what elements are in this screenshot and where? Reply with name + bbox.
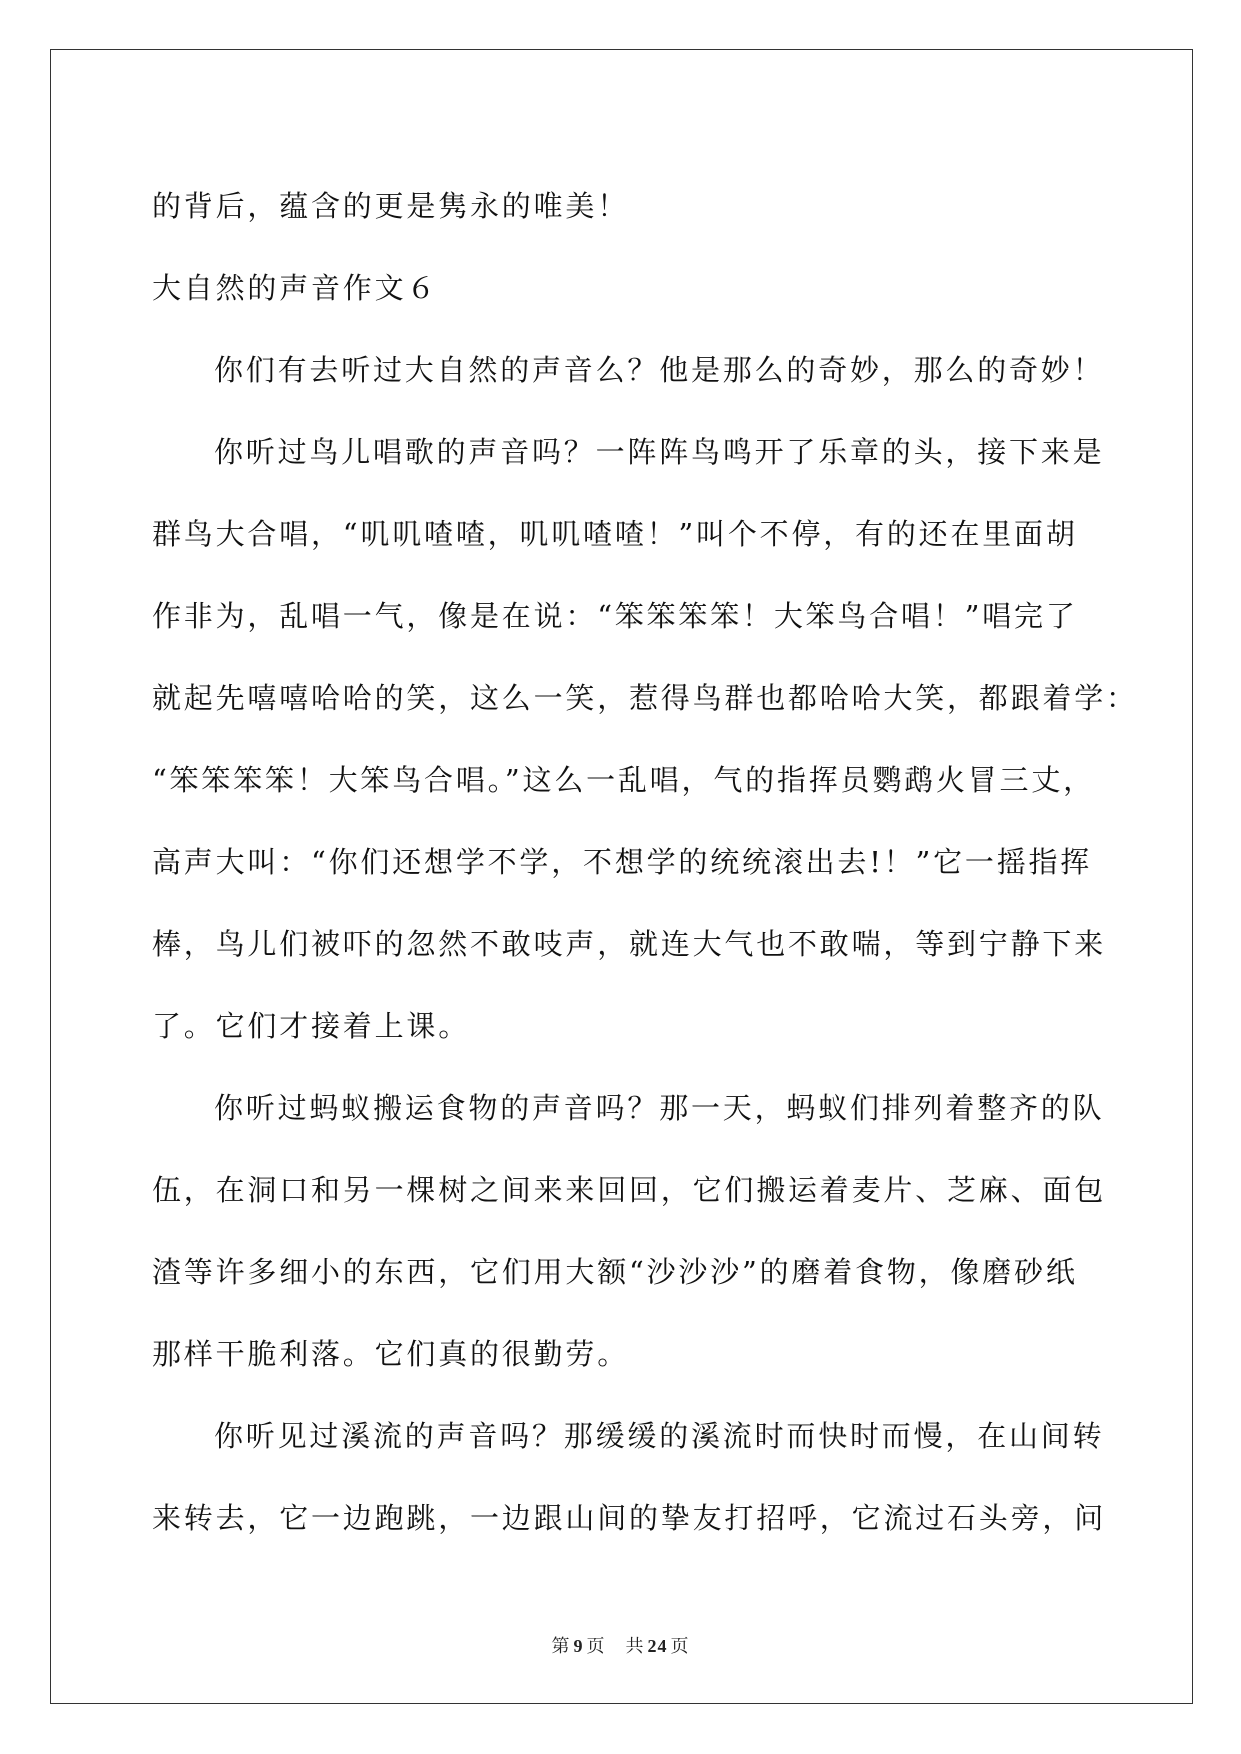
document-body <box>152 165 1138 1559</box>
text-line: 伍，在洞口和另一棵树之间来来回回，它们搬运着麦片、芝麻、面包 <box>152 1173 1107 1207</box>
paragraph-line: 你们有去听过大自然的声音么？他是那么的奇妙，那么的奇妙！ <box>214 353 1105 387</box>
text-line: “笨笨笨笨！大笨鸟合唱。”这么一乱唱，气的指挥员鹦鹉火冒三丈， <box>152 763 1095 797</box>
total-pages: 24 <box>647 1636 668 1656</box>
page-suffix: 页 <box>586 1636 606 1657</box>
text-line: 棒，鸟儿们被吓的忽然不敢吱声，就连大气也不敢喘，等到宁静下来 <box>152 927 1107 961</box>
total-prefix: 共 <box>625 1636 645 1657</box>
total-suffix: 页 <box>670 1636 690 1657</box>
text-line: 就起先嘻嘻哈哈的笑，这么一笑，惹得鸟群也都哈哈大笑，都跟着学： <box>152 681 1138 715</box>
paragraph-line: 你听过蚂蚁搬运食物的声音吗？那一天，蚂蚁们排列着整齐的队 <box>214 1091 1105 1125</box>
section-title: 大自然的声音作文６ <box>152 271 439 305</box>
text-line: 群鸟大合唱，“叽叽喳喳，叽叽喳喳！”叫个不停，有的还在里面胡 <box>152 517 1078 551</box>
text-line: 的背后，蕴含的更是隽永的唯美！ <box>152 189 630 223</box>
text-line: 高声大叫：“你们还想学不学，不想学的统统滚出去!！”它一摇指挥 <box>152 845 1093 879</box>
text-line: 了。它们才接着上课。 <box>152 1009 471 1043</box>
page-footer <box>0 1632 1241 1658</box>
page-number: 9 <box>573 1636 584 1656</box>
text-line: 作非为，乱唱一气，像是在说：“笨笨笨笨！大笨鸟合唱！”唱完了 <box>152 599 1078 633</box>
text-line: 渣等许多细小的东西，它们用大额“沙沙沙”的磨着食物，像磨砂纸 <box>152 1255 1078 1289</box>
paragraph-line: 你听见过溪流的声音吗？那缓缓的溪流时而快时而慢，在山间转 <box>214 1419 1105 1453</box>
page-prefix: 第 <box>551 1636 571 1657</box>
text-line: 那样干脆利落。它们真的很勤劳。 <box>152 1337 630 1371</box>
text-line: 来转去，它一边跑跳，一边跟山间的挚友打招呼，它流过石头旁，问 <box>152 1501 1107 1535</box>
paragraph-line: 你听过鸟儿唱歌的声音吗？一阵阵鸟鸣开了乐章的头，接下来是 <box>214 435 1105 469</box>
